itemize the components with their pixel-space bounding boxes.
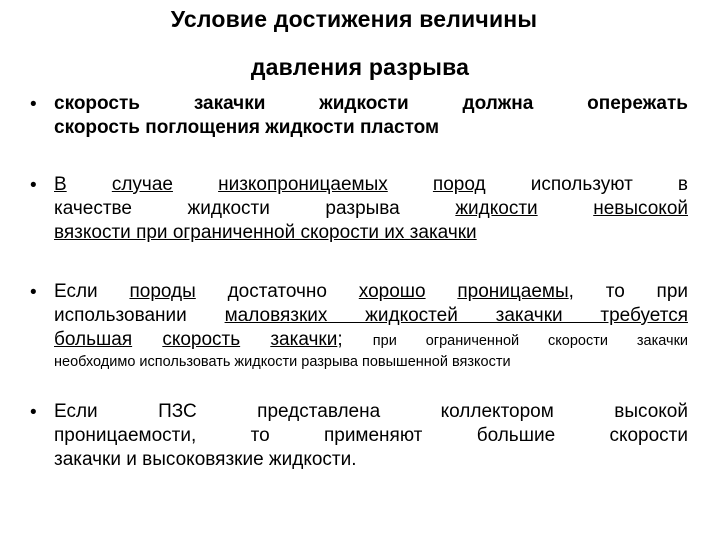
bullet-3-word-zakachki: закачки (270, 329, 338, 350)
bullet-3-phrase-malovyazkikh: маловязких жидкостей закачки требуется (224, 305, 688, 326)
bullet-marker-2: • (30, 175, 37, 196)
slide-title-line-2: давления разрыва (250, 54, 470, 80)
bullet-3-text (54, 280, 688, 372)
bullet-3-line-1 (54, 280, 688, 304)
bullet-3-word-zakachki-group (270, 329, 342, 350)
bullet-2-word-porod: пород (432, 174, 486, 195)
bullet-3-word-pronitsaemy: проницаемы (457, 281, 569, 302)
bullet-2-line-1 (54, 173, 688, 197)
bullet-2-word-zhidkosti: жидкости (455, 198, 538, 219)
bullet-2-line-3: вязкости при ограниченной скорости их закачки (54, 222, 477, 243)
bullet-3-semicolon: ; (337, 329, 343, 350)
bullet-1-line-2: скорость поглощения жидкости пластом (54, 117, 440, 138)
bullet-4-line-2: проницаемости, то применяют большие скорости (54, 425, 688, 446)
bullet-3-line-4: необходимо использовать жидкости разрыва повышенной вязкости (54, 354, 511, 370)
bullet-2-text-ispolzuyut: используют в (530, 174, 689, 195)
bullet-3-word-skorost: скорость (162, 329, 241, 350)
bullet-4-line-3: закачки и высоковязкие жидкости. (54, 449, 357, 470)
bullet-4-text (54, 400, 688, 472)
bullet-2-line-2 (54, 197, 688, 221)
bullet-3-text-esli: Если (54, 281, 98, 302)
bullet-1-line-1: скорость закачки жидкости должна опережать (54, 93, 688, 114)
bullet-3-line-2 (54, 304, 688, 328)
bullet-2-text (54, 173, 688, 245)
bullet-2-word-sluchae: случае (111, 174, 173, 195)
bullet-3-text-pri-ogranichennoy: при ограниченной скорости закачки (372, 333, 689, 349)
slide-title-line-1: Условие достижения величины (170, 6, 538, 32)
bullet-3-text-to-pri: , то при (568, 281, 689, 302)
bullet-3-text-ispolzovanii: использовании (54, 305, 187, 326)
bullet-3-word-bolshaya: большая (54, 329, 133, 350)
bullet-marker-3: • (30, 282, 37, 303)
bullet-marker-1: • (30, 94, 37, 115)
bullet-3-word-porody: породы (129, 281, 196, 302)
bullet-2-word-nevysokoy: невысокой (593, 198, 688, 219)
bullet-2-text-kachestve: качестве жидкости разрыва (54, 198, 400, 219)
bullet-2-word-v: В (54, 174, 67, 195)
bullet-3-text-dostatochno: достаточно (227, 281, 327, 302)
bullet-3-word-khorosho: хорошо (358, 281, 426, 302)
bullet-3-line-3 (54, 328, 688, 352)
bullet-4-line-1: Если ПЗС представлена коллектором высокой (54, 401, 688, 422)
bullet-1-text (54, 92, 688, 140)
bullet-marker-4: • (30, 402, 37, 423)
bullet-2-word-nizkopronitsaemykh: низкопроницаемых (218, 174, 388, 195)
